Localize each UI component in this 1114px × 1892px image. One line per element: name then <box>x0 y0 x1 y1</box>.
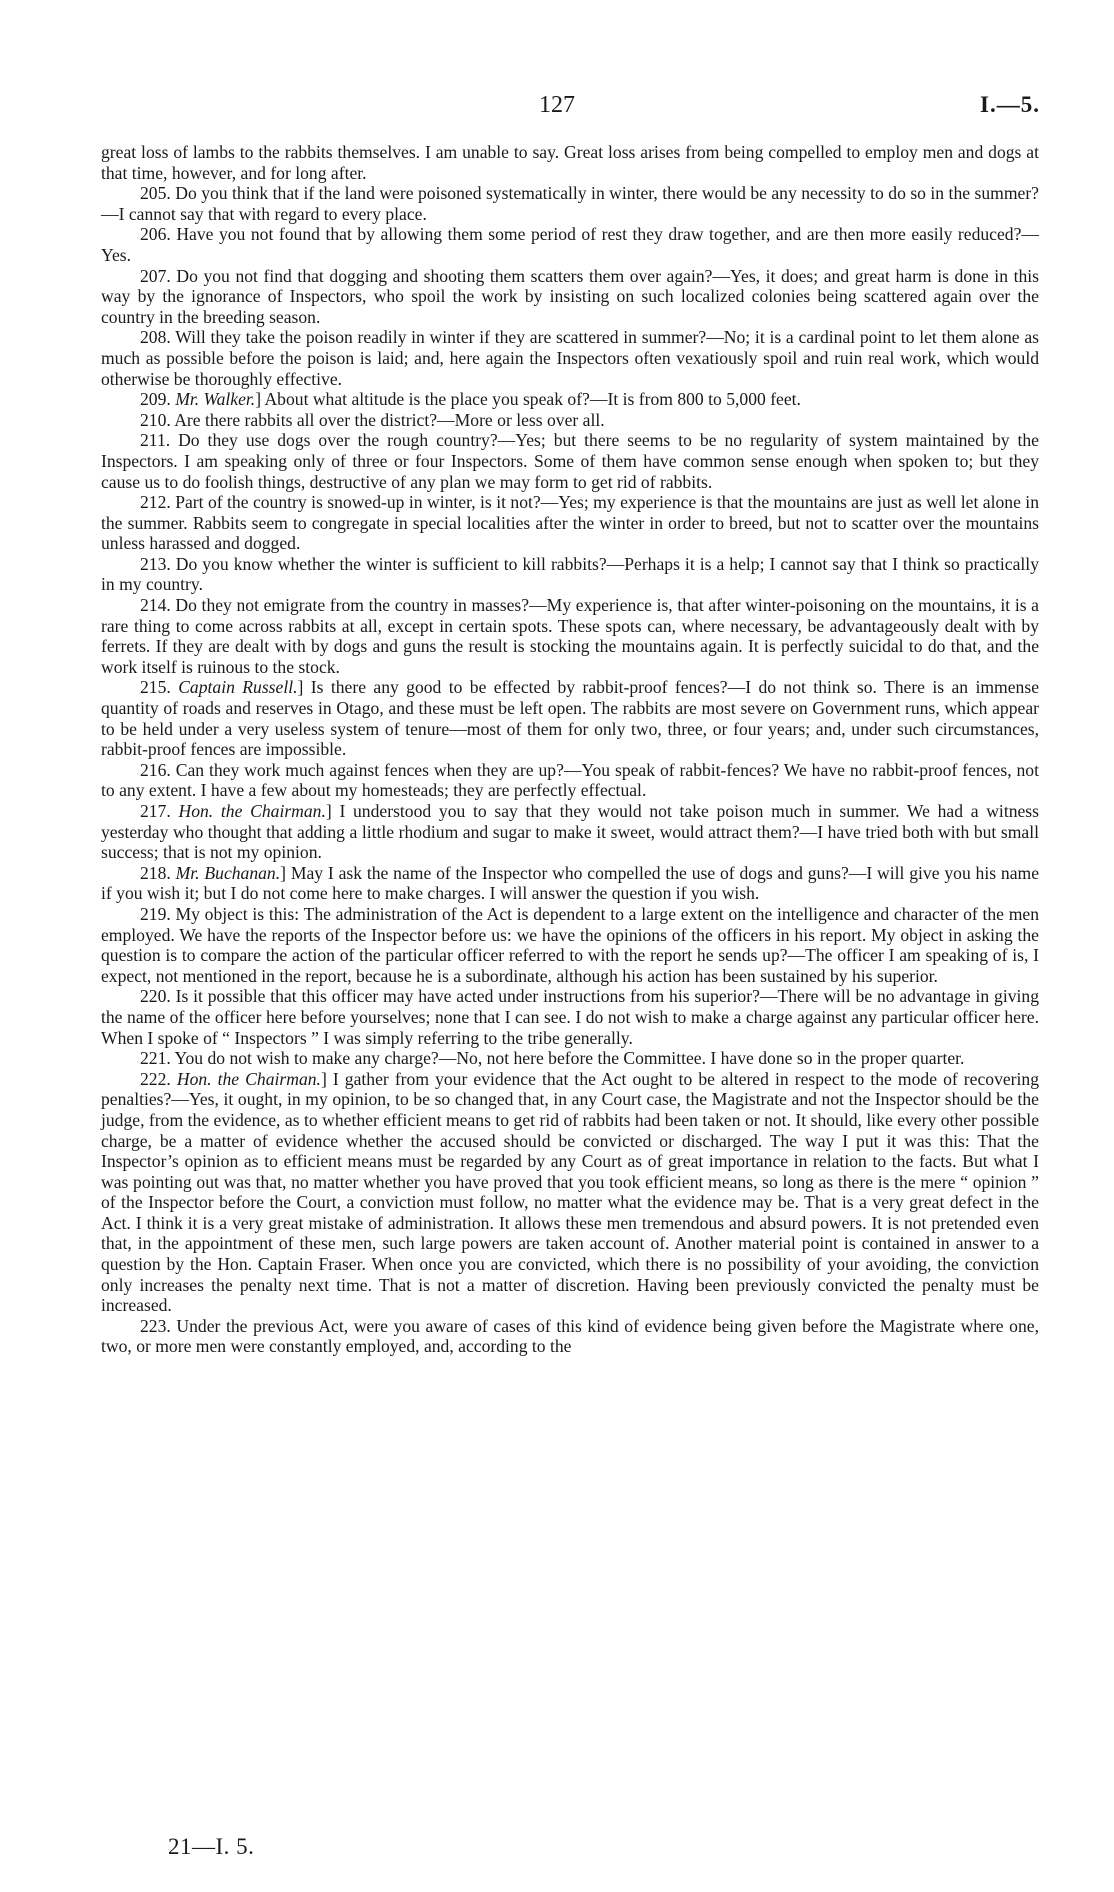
paragraph-text: great loss of lambs to the rabbits themselves. I am unable to say. Great loss arises from being compelled to employ men and dogs at that time, however, and for long after. <box>101 142 1039 183</box>
paragraph <box>101 266 1039 328</box>
paragraph <box>101 986 1039 1048</box>
paragraph <box>101 224 1039 265</box>
printer-signature: 21—I. 5. <box>168 1834 255 1859</box>
paragraph <box>101 410 1039 431</box>
paragraph <box>101 142 1039 183</box>
speaker-name: Hon. the Chairman. <box>178 801 326 821</box>
paragraph <box>101 183 1039 224</box>
paragraph <box>101 1316 1039 1357</box>
paragraph <box>101 904 1039 986</box>
document-body <box>101 142 1039 1357</box>
paragraph-text: 221. You do not wish to make any charge?—No, not here before the Committee. I have done so in the proper quarter. <box>140 1048 965 1069</box>
paragraph-text: ] Is there any good to be effected by rabbit-proof fences?—I do not think so. There is an immense quantity of roads and reserves in Otago, and these must be left open. The rabbits are most severe on Government runs, which appear to be held under a very useless system of tenure—most of them for only two, three, or four years; and, under such circumstances, rabbit-proof fences are impossible. <box>101 677 1039 760</box>
paragraph-text: 206. Have you not found that by allowing them some period of rest they draw together, and are then more easily reduced?—Yes. <box>101 224 1039 265</box>
paragraph-text: 205. Do you think that if the land were poisoned systematically in winter, there would be any necessity to do so in the summer?—I cannot say that with regard to every place. <box>101 183 1039 224</box>
speaker-name: Captain Russell. <box>178 677 298 698</box>
paragraph <box>101 863 1039 904</box>
paragraph-text: 219. My object is this: The administration of the Act is dependent to a large extent on the intelligence and character of the men employed. We have the reports of the Inspector before us: we have the opinions of the officers in his report. My object in asking the question is to compare the action of the particular officer referred to with the report he sends up?—The officer I am speaking of is, I expect, not mentioned in the report, because he is a subordinate, although his action has been sustained by his superior. <box>101 903 1039 986</box>
paragraph <box>101 1069 1039 1316</box>
paragraph <box>101 554 1039 595</box>
page-header <box>0 86 1114 126</box>
speaker-name: Mr. Buchanan. <box>175 862 281 883</box>
question-number: 217. <box>140 801 179 821</box>
paragraph <box>101 327 1039 389</box>
paragraph <box>101 677 1039 759</box>
paragraph-text: ] I understood you to say that they would not take poison much in summer. We had a witness yesterday who thought that adding a little rhodium and sugar to make it sweet, would attract them?—I have tried both with but small success; that is not my opinion. <box>101 801 1040 863</box>
paragraph-text: 208. Will they take the poison readily in winter if they are scattered in summer?—No; it is a cardinal point to let them alone as much as possible before the poison is laid; and, here again the Inspectors often vexatiously spoil and ruin real work, which would otherwise be thoroughly effective. <box>101 327 1039 389</box>
paragraph <box>101 760 1039 801</box>
paragraph <box>101 389 1039 410</box>
question-number: 215. <box>140 677 179 698</box>
paragraph <box>101 1048 1039 1069</box>
question-number: 209. <box>140 389 176 410</box>
question-number: 222. <box>140 1068 177 1089</box>
paragraph-text: 212. Part of the country is snowed-up in winter, is it not?—Yes; my experience is that the mountains are just as well let alone in the summer. Rabbits seem to congregate in special localities after the winter in order to breed, but not to scatter over the mountains unless harassed and dogged. <box>101 492 1039 554</box>
paragraph <box>101 492 1039 554</box>
paragraph-text: 207. Do you not find that dogging and shooting them scatters them over again?—Yes, it does; and great harm is done in this way by the ignorance of Inspectors, who spoil the work by insisting on such localized colonies being scattered again over the country in the breeding season. <box>101 265 1039 327</box>
speaker-name: Mr. Walker. <box>175 389 256 410</box>
paragraph-text: 223. Under the previous Act, were you aware of cases of this kind of evidence being given before the Magistrate where one, two, or more men were constantly employed, and, according to the <box>101 1315 1039 1357</box>
speaker-name: Hon. the Chairman. <box>176 1068 321 1089</box>
paragraph <box>101 430 1039 492</box>
paragraph-text: 211. Do they use dogs over the rough country?—Yes; but there seems to be no regularity of system maintained by the Inspectors. I am speaking only of three or four Inspectors. Some of them have common sense enough when spoken to; but they cause us to do foolish things, destructive of any plan we may form to get rid of rabbits. <box>101 430 1039 492</box>
paragraph <box>101 595 1039 677</box>
paragraph-text: ] I gather from your evidence that the Act ought to be altered in respect to the mode of recovering penalties?—Yes, it ought, in my opinion, to be so changed that, in any Court case, the Magistrate and not the Inspector should be the judge, from the evidence, as to whether efficient means to get rid of rabbits had been taken or not. It should, like every other possible charge, be a matter of evidence whether the accused should be convicted or discharged. The way I put it was this: That the Inspector’s opinion as to efficient means must be regarded by any Court as of great importance in relation to the facts. But what I was pointing out was that, no matter whether you have proved that you took efficient means, so long as there is the mere “ opinion ” of the Inspector before the Court, a conviction must follow, no matter what the evidence may be. That is a very great defect in the Act. I think it is a very great mistake of administration. It allows these men tremendous and absurd powers. It is not pretended even that, in the appointment of these men, such large powers are taken account of. Another material point is contained in answer to a question by the Hon. Captain Fraser. When once you are convicted, which there is no possibility of your avoiding, the conviction only increases the penalty next time. That is not a matter of discretion. Having been previously convicted the penalty must be increased. <box>101 1068 1040 1316</box>
paragraph-text: 213. Do you know whether the winter is sufficient to kill rabbits?—Perhaps it is a help; I cannot say that I think so practically in my country. <box>101 553 1039 595</box>
paragraph-text: 216. Can they work much against fences when they are up?—You speak of rabbit-fences? We have no rabbit-proof fences, not to any extent. I have a few about my homesteads; they are perfectly effectual. <box>101 759 1039 801</box>
paragraph-text: ] May I ask the name of the Inspector who compelled the use of dogs and guns?—I will give you his name if you wish it; but I do not come here to make charges. I will answer the question if you wish. <box>101 862 1040 904</box>
paragraph-text: 210. Are there rabbits all over the district?—More or less over all. <box>140 409 605 430</box>
page-number: 127 <box>539 92 575 118</box>
document-reference: I.—5. <box>980 92 1040 117</box>
paragraph-text: 214. Do they not emigrate from the country in masses?—My experience is, that after winter-poisoning on the mountains, it is a rare thing to come across rabbits at all, except in certain spots. These spots can, where necessary, be advantageously dealt with by ferrets. If they are dealt with by dogs and guns the result is stocking the mountains again. It is perfectly suicidal to do that, and the work itself is ruinous to the stock. <box>101 595 1039 677</box>
question-number: 218. <box>140 862 176 883</box>
paragraph-text: 220. Is it possible that this officer may have acted under instructions from his superior?—There will be no advantage in giving the name of the officer here before yourselves; none that I can see. I do not wish to make a charge against any particular officer here. When I spoke of “ Inspectors ” I was simply referring to the tribe generally. <box>101 986 1039 1048</box>
paragraph <box>101 801 1039 863</box>
paragraph-text: ] About what altitude is the place you speak of?—It is from 800 to 5,000 feet. <box>255 389 801 410</box>
